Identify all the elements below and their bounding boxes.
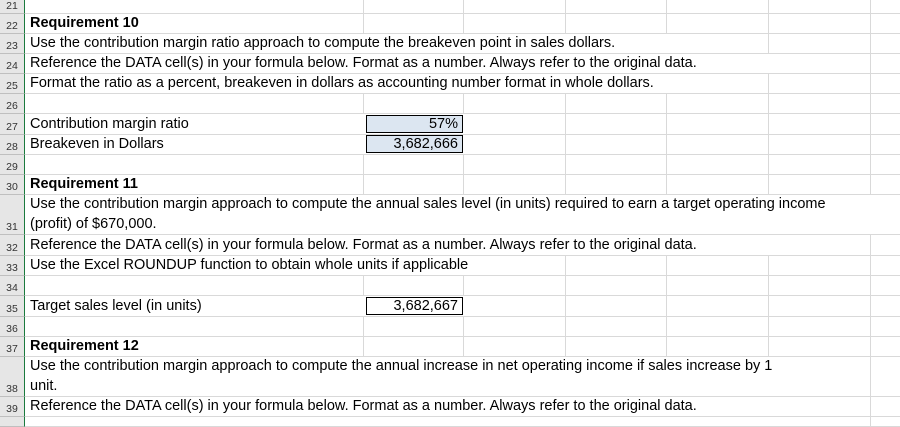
row-25 [0,74,900,94]
row-cells[interactable] [25,14,900,34]
cell-text: Requirement 10 [30,15,139,31]
cell-text: Reference the DATA cell(s) in your formula below. Format as a number. Always refer to the original data. [30,237,697,253]
cell-text: Contribution margin ratio [30,116,189,132]
row-cells[interactable] [25,417,900,427]
cell-text-line-2: unit. [30,378,58,394]
row-cells[interactable] [25,155,900,175]
row-cells[interactable] [25,0,900,14]
row-header[interactable]: 30 [0,175,25,195]
cell-text: Target sales level (in units) [30,298,202,314]
cell-text-line-1: Use the contribution margin approach to compute the annual increase in net operating income if sales increase by 1 [30,358,773,374]
row-23 [0,34,900,54]
row-cells[interactable] [25,276,900,296]
row-33 [0,256,900,276]
row-header[interactable]: 26 [0,94,25,114]
row-header[interactable]: 24 [0,54,25,74]
row-cells[interactable] [25,54,900,74]
row-header[interactable]: 28 [0,135,25,155]
row-header[interactable]: 37 [0,337,25,357]
row-header[interactable]: 23 [0,34,25,54]
row-cells[interactable] [25,114,900,135]
row-header[interactable]: 27 [0,114,25,135]
cell-text: Format the ratio as a percent, breakeven in dollars as accounting number format in whole dollars. [30,75,654,91]
row-cells[interactable] [25,195,900,235]
row-header[interactable]: 32 [0,235,25,256]
row-27 [0,114,900,135]
row-header[interactable]: 22 [0,14,25,34]
row-header[interactable]: 25 [0,74,25,94]
row-cells[interactable] [25,74,900,94]
row-header[interactable]: 38 [0,357,25,397]
row-36 [0,317,900,337]
row-35 [0,296,900,317]
row-header[interactable]: 35 [0,296,25,317]
target-sales-units-cell[interactable]: 3,682,667 [366,297,463,315]
row-cells[interactable] [25,357,900,397]
row-cells[interactable] [25,94,900,114]
cell-text: Breakeven in Dollars [30,136,164,152]
row-header[interactable] [0,417,25,427]
row-header[interactable]: 31 [0,195,25,235]
row-38 [0,357,900,397]
row-cells[interactable] [25,175,900,195]
row-31 [0,195,900,235]
cell-text-line-2: (profit) of $670,000. [30,216,157,232]
row-28 [0,135,900,155]
cell-text: Reference the DATA cell(s) in your formula below. Format as a number. Always refer to the original data. [30,398,697,414]
row-cells[interactable] [25,317,900,337]
breakeven-dollars-cell[interactable]: 3,682,666 [366,135,463,153]
row-cells[interactable] [25,135,900,155]
cell-text: Requirement 11 [30,176,138,192]
row-header[interactable]: 33 [0,256,25,276]
row-cells[interactable] [25,337,900,357]
row-30 [0,175,900,195]
row-24 [0,54,900,74]
row-37 [0,337,900,357]
row-cells[interactable] [25,296,900,317]
row-cells[interactable] [25,256,900,276]
row-cells[interactable] [25,397,900,417]
cell-text-line-1: Use the contribution margin approach to compute the annual sales level (in units) required to earn a target operating income [30,196,826,212]
row-header[interactable]: 34 [0,276,25,296]
row-21 [0,0,900,14]
cell-text: Reference the DATA cell(s) in your formula below. Format as a number. Always refer to the original data. [30,55,697,71]
cell-text: Use the Excel ROUNDUP function to obtain whole units if applicable [30,257,469,273]
contribution-margin-ratio-cell[interactable]: 57% [366,115,463,133]
cell-text: Use the contribution margin ratio approach to compute the breakeven point in sales dollars. [30,35,616,51]
row-cells[interactable] [25,34,900,54]
row-header[interactable]: 36 [0,317,25,337]
row-header[interactable]: 39 [0,397,25,417]
cell-text: Requirement 12 [30,338,139,354]
row-header[interactable]: 29 [0,155,25,175]
row-26 [0,94,900,114]
row-32 [0,235,900,256]
row-header[interactable]: 21 [0,0,25,14]
row-cells[interactable] [25,235,900,256]
row-34 [0,276,900,296]
row-22 [0,14,900,34]
row-29 [0,155,900,175]
row-40-partial [0,417,900,427]
row-39 [0,397,900,417]
